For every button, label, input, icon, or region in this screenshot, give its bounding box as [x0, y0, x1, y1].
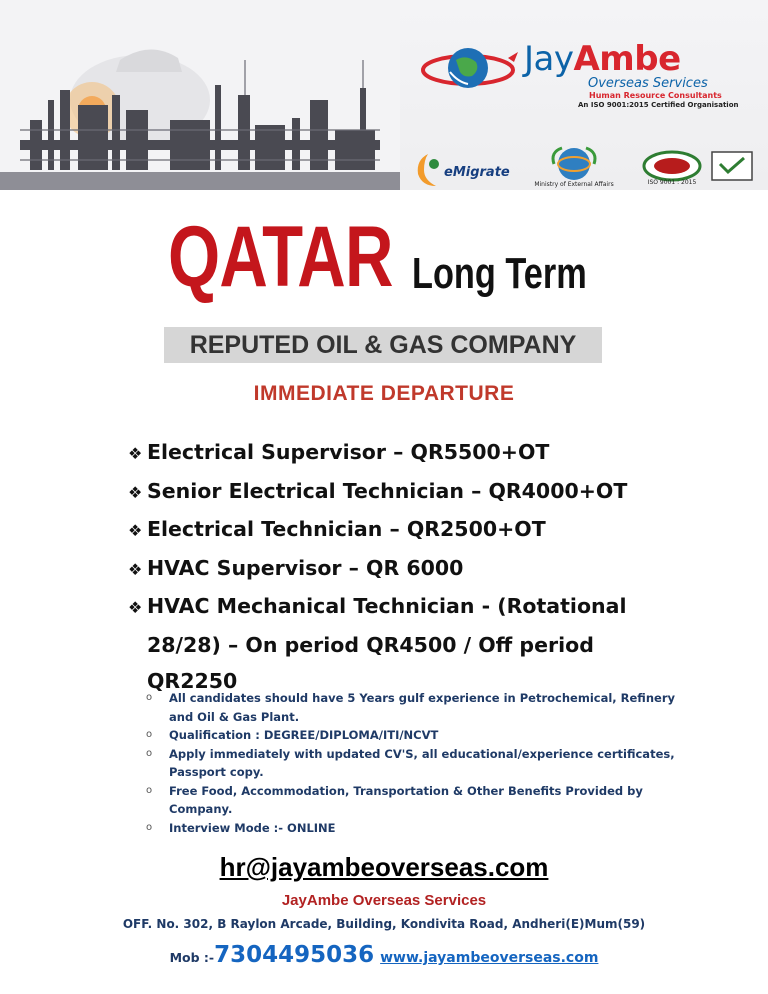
svg-text:Ministry of External Affairs: Ministry of External Affairs: [534, 181, 614, 188]
requirements-list: [146, 689, 686, 837]
globe-logo-icon: [420, 38, 520, 98]
logo-certification: An ISO 9001:2015 Certified Organisation: [578, 101, 739, 109]
refinery-image: [0, 0, 400, 190]
contact-email[interactable]: hr@jayambeoverseas.com: [219, 852, 549, 882]
emigrate-label: eMigrate: [444, 165, 510, 180]
job-item: ❖ HVAC Supervisor – QR 6000: [128, 550, 688, 589]
website-link[interactable]: www.jayambeoverseas.com: [380, 950, 599, 966]
requirement-item: o Interview Mode :- ONLINE: [146, 819, 686, 838]
circle-bullet-icon: o: [146, 747, 153, 759]
mobile-label: Mob :-: [169, 950, 215, 965]
emigrate-logo-icon: [410, 150, 446, 190]
diamond-bullet-icon: ❖: [128, 521, 143, 540]
circle-bullet-icon: o: [146, 692, 153, 703]
requirement-item: o Apply immediately with updated CV'S, all educational/experience certificates, Passport copy.: [146, 746, 675, 779]
diamond-bullet-icon: ❖: [128, 598, 143, 617]
brand-logo: JayAmbe: [524, 39, 681, 79]
mea-emblem-icon: [534, 144, 614, 188]
diamond-bullet-icon: ❖: [128, 559, 143, 579]
circle-bullet-icon: o: [146, 729, 153, 740]
job-list: [128, 434, 688, 700]
country-title: QATAR: [168, 209, 393, 305]
logo-tagline: Overseas Services: [588, 76, 708, 91]
iso-seal-icon: [640, 150, 704, 186]
phone-number[interactable]: 7304495036: [214, 942, 375, 968]
departure-heading: IMMEDIATE DEPARTURE: [253, 382, 515, 405]
diamond-bullet-icon: ❖: [128, 444, 143, 463]
svg-text:ISO 9001 : 2015: ISO 9001 : 2015: [647, 179, 697, 186]
circle-bullet-icon: o: [146, 784, 153, 796]
office-address: OFF. No. 302, B Raylon Arcade, Building, Kondivita Road, Andheri(E)Mum(59): [122, 917, 646, 931]
header-banner: [0, 0, 768, 190]
diamond-bullet-icon: ❖: [128, 482, 143, 502]
requirement-item: o Free Food, Accommodation, Transportation & Other Benefits Provided by Company.: [146, 783, 643, 816]
requirement-item: o Qualification : DEGREE/DIPLOMA/ITI/NCVT: [146, 726, 686, 745]
contact-line: [0, 942, 768, 968]
certification-seal-icon: [710, 150, 754, 182]
footer-company-name: JayAmbe Overseas Services: [281, 892, 487, 909]
logo-subtitle: Human Resource Consultants: [589, 91, 722, 100]
job-item: ❖ HVAC Mechanical Technician - (Rotational 28/28) – On period QR4500 / Off period QR2250: [128, 588, 688, 700]
job-item: ❖ Electrical Supervisor – QR5500+OT: [128, 434, 688, 473]
requirement-item: o All candidates should have 5 Years gulf experience in Petrochemical, Refinery and Oil & Gas Plant.: [146, 691, 675, 724]
circle-bullet-icon: o: [146, 821, 153, 833]
company-banner: REPUTED OIL & GAS COMPANY: [164, 327, 602, 363]
job-item: ❖ Senior Electrical Technician – QR4000+OT: [128, 473, 688, 512]
job-item: ❖ Electrical Technician – QR2500+OT: [128, 511, 688, 550]
term-title: Long Term: [412, 249, 587, 298]
